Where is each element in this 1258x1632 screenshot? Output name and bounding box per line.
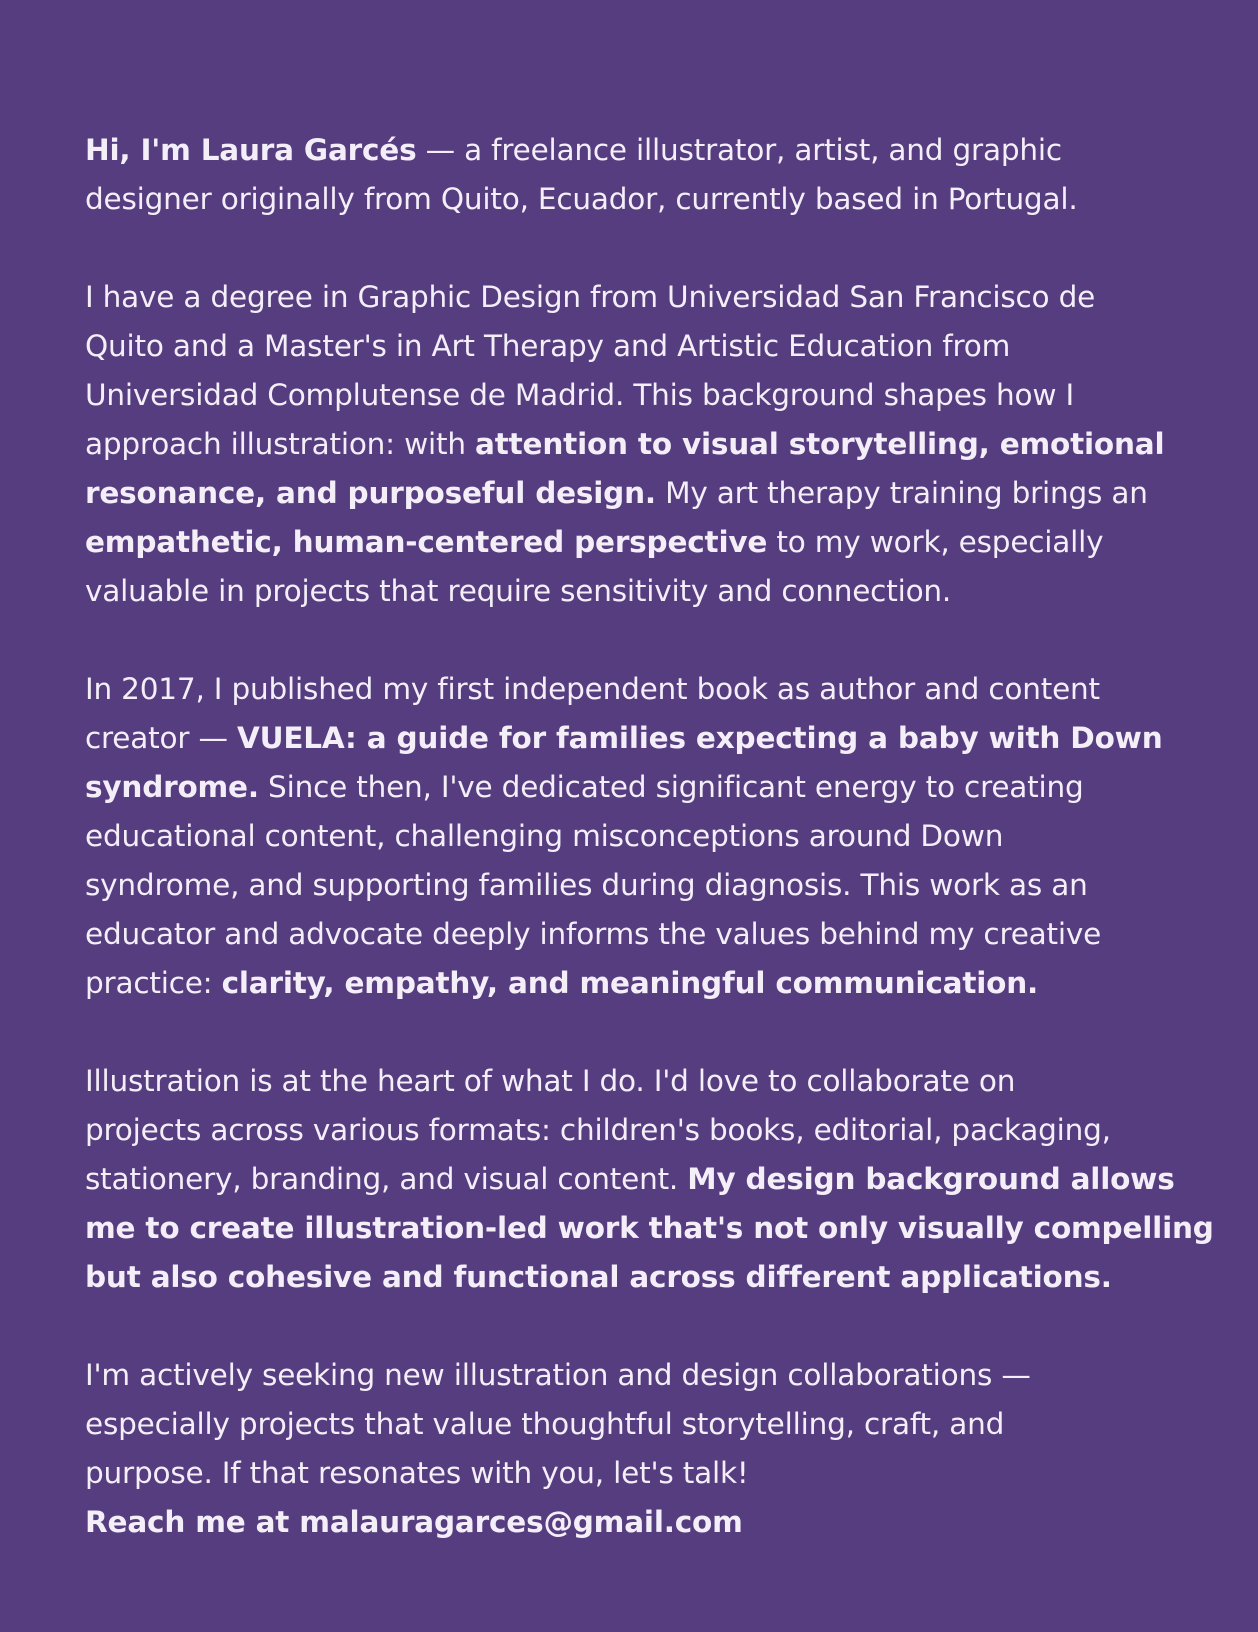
contact-paragraph [85, 1351, 1178, 1547]
contact-line-4 [85, 1498, 1178, 1547]
contact-line-1: I'm actively seeking new illustration and design collaborations — [85, 1358, 1031, 1392]
book-paragraph [85, 665, 1178, 1008]
book-line-7: practice: clarity, empathy, and meaningful communication. [85, 966, 1039, 1000]
education-line-6: empathetic, human-centered perspective to my work, especially [85, 525, 1104, 559]
education-line-5: resonance, and purposeful design. My art therapy training brings an [85, 476, 1148, 510]
illustration-line-3: stationery, branding, and visual content. My design background allows [85, 1162, 1175, 1196]
contact-line-3: purpose. If that resonates with you, let's talk! [85, 1456, 749, 1490]
education-line-1: I have a degree in Graphic Design from Universidad San Francisco de [85, 280, 1096, 314]
intro-paragraph [85, 126, 1178, 224]
illustration-line-5: but also cohesive and functional across different applications. [85, 1260, 1112, 1294]
book-line-2: creator — VUELA: a guide for families expecting a baby with Down [85, 721, 1163, 755]
contact-email[interactable]: malauragarces@gmail.com [299, 1505, 743, 1539]
intro-line-2: designer originally from Quito, Ecuador, currently based in Portugal. [85, 182, 1078, 216]
reach-label: Reach me at [85, 1505, 300, 1539]
education-line-7: valuable in projects that require sensitivity and connection. [85, 574, 952, 608]
bio-text [85, 126, 1214, 1547]
book-line-3: syndrome. Since then, I've dedicated significant energy to creating [85, 770, 1084, 804]
greeting: Hi, I'm Laura Garcés [85, 133, 417, 167]
education-paragraph [85, 273, 1178, 616]
education-line-3: Universidad Complutense de Madrid. This background shapes how I [85, 378, 1074, 412]
book-line-1: In 2017, I published my first independent book as author and content [85, 672, 1100, 706]
book-line-4: educational content, challenging misconceptions around Down [85, 819, 1004, 853]
book-line-5: syndrome, and supporting families during diagnosis. This work as an [85, 868, 1088, 902]
education-line-2: Quito and a Master's in Art Therapy and Artistic Education from [85, 329, 1011, 363]
education-line-4: approach illustration: with attention to visual storytelling, emotional [85, 427, 1165, 461]
contact-line-2: especially projects that value thoughtful storytelling, craft, and [85, 1407, 1005, 1441]
intro-line-1: Hi, I'm Laura Garcés — a freelance illustrator, artist, and graphic [85, 133, 1062, 167]
illustration-line-4: me to create illustration-led work that's not only visually compelling [85, 1211, 1214, 1245]
book-title: VUELA: a guide for families expecting a baby with Down [236, 721, 1163, 755]
illustration-paragraph [85, 1057, 1214, 1302]
illustration-line-2: projects across various formats: children's books, editorial, packaging, [85, 1113, 1111, 1147]
illustration-line-1: Illustration is at the heart of what I do. I'd love to collaborate on [85, 1064, 1016, 1098]
book-line-6: educator and advocate deeply informs the values behind my creative [85, 917, 1102, 951]
